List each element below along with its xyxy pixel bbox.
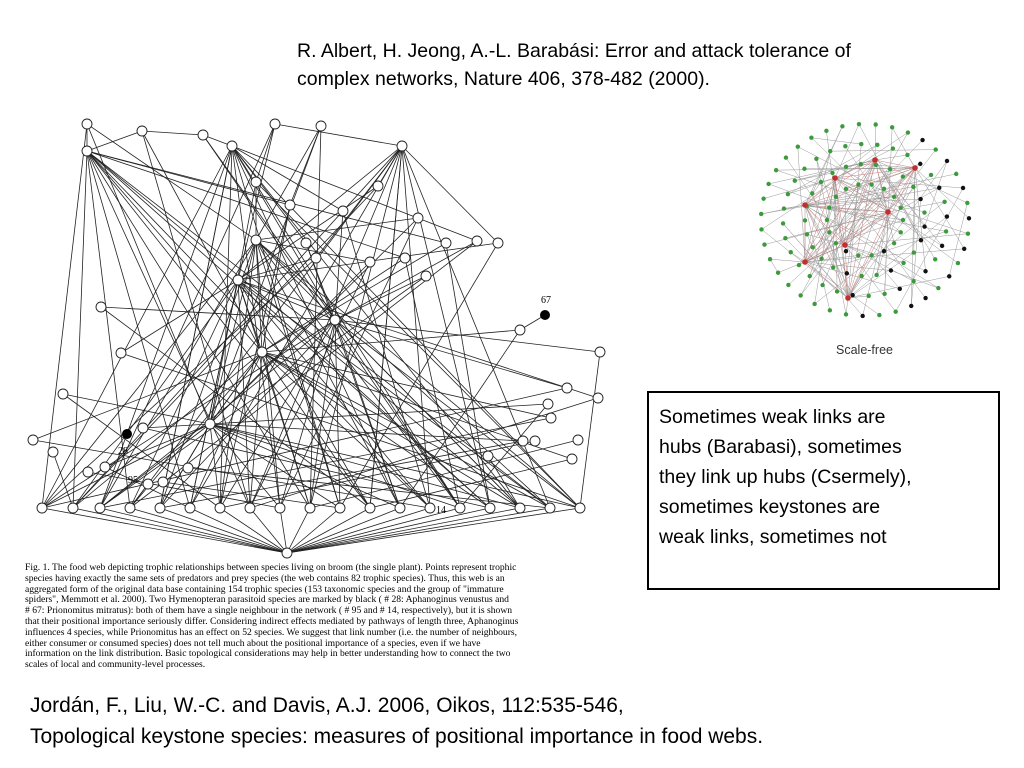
sf-node	[940, 244, 944, 248]
web-link	[100, 424, 210, 508]
web-node	[251, 235, 261, 245]
food-web-nodes	[28, 119, 605, 558]
web-node	[421, 271, 431, 281]
top-reference-line-1: R. Albert, H. Jeong, A.-L. Barabási: Error and attack tolerance of	[297, 40, 851, 62]
sf-node	[805, 232, 809, 236]
web-node	[400, 253, 410, 263]
sf-node	[859, 274, 863, 278]
sf-node	[882, 292, 886, 296]
web-link	[63, 394, 210, 424]
sf-hub-node	[885, 209, 891, 215]
sf-node	[882, 187, 886, 191]
web-link	[101, 307, 335, 320]
bottom-reference-line-1: Jordán, F., Liu, W.-C. and Davis, A.J. 2006, Oikos, 112:535-546,	[30, 694, 624, 717]
sf-node	[874, 163, 878, 167]
web-node	[441, 238, 451, 248]
caption-line: either consumer or consumed species) does not tell much about the positional importance of a species, even if we have	[25, 637, 481, 649]
sf-node	[888, 167, 892, 171]
sf-node	[768, 257, 772, 261]
web-link	[256, 126, 321, 240]
web-node	[413, 213, 423, 223]
sf-node	[831, 265, 835, 269]
sf-node	[890, 125, 894, 129]
sf-node	[857, 122, 861, 126]
sf-node	[923, 296, 927, 300]
sf-node	[912, 250, 916, 254]
sf-node	[961, 186, 965, 190]
web-node	[205, 419, 215, 429]
web-node	[82, 119, 92, 129]
sf-node	[918, 197, 922, 201]
web-link	[142, 131, 262, 352]
sf-node	[766, 182, 770, 186]
sf-node	[891, 146, 895, 150]
node-label-28: 28	[118, 446, 128, 457]
sf-node	[918, 162, 922, 166]
sf-node	[827, 230, 831, 234]
web-node	[270, 119, 280, 129]
web-link	[262, 352, 490, 508]
commentary-line-2: hubs (Barabasi), sometimes	[659, 436, 902, 458]
web-link	[402, 146, 498, 243]
web-node	[48, 447, 58, 457]
sf-node	[844, 187, 848, 191]
sf-hub-node	[802, 259, 808, 265]
sf-node	[845, 271, 849, 275]
food-web-figure	[20, 110, 620, 565]
sf-hub-node	[912, 165, 918, 171]
web-node	[543, 399, 553, 409]
web-link	[290, 126, 321, 205]
web-node	[28, 435, 38, 445]
web-node	[96, 302, 106, 312]
web-node	[100, 462, 110, 472]
sf-node	[784, 155, 788, 159]
web-link	[142, 131, 203, 135]
marked-node-28	[122, 429, 132, 439]
sf-node	[856, 253, 860, 257]
web-node	[575, 503, 585, 513]
web-node	[373, 181, 383, 191]
marked-node-67	[540, 310, 550, 320]
sf-node	[966, 232, 970, 236]
web-link	[53, 452, 73, 508]
sf-node	[869, 182, 873, 186]
sf-node	[936, 286, 940, 290]
sf-node	[875, 143, 879, 147]
sf-node	[962, 247, 966, 251]
sf-node	[809, 136, 813, 140]
web-link	[335, 320, 600, 352]
web-link	[160, 146, 232, 508]
sf-hub-node	[832, 175, 838, 181]
sf-node	[814, 157, 818, 161]
sf-node	[899, 230, 903, 234]
web-node	[595, 347, 605, 357]
bottom-reference-line-2: Topological keystone species: measures of positional importance in food webs.	[30, 725, 764, 748]
caption-line: aggregated form of the original data base containing 154 trophic species (153 taxonomic species and the group of "immature	[25, 583, 504, 595]
web-link	[316, 146, 402, 258]
web-node	[518, 436, 528, 446]
sf-node	[810, 245, 814, 249]
sf-node	[810, 191, 814, 195]
web-node	[116, 348, 126, 358]
web-node	[83, 467, 93, 477]
sf-node	[782, 206, 786, 210]
node-label-95: 95	[128, 475, 138, 486]
sf-link	[770, 259, 778, 273]
web-node	[455, 503, 465, 513]
sf-node	[869, 253, 873, 257]
web-link	[287, 508, 430, 553]
web-node	[546, 413, 556, 423]
sf-node	[920, 138, 924, 142]
sf-link	[892, 127, 915, 168]
sf-node	[937, 186, 941, 190]
sf-node	[819, 180, 823, 184]
sf-link	[764, 178, 835, 199]
web-node	[198, 130, 208, 140]
web-link	[262, 352, 551, 418]
web-link	[287, 508, 490, 553]
sf-link	[875, 125, 876, 160]
web-node	[257, 347, 267, 357]
sf-node	[965, 201, 969, 205]
sf-node	[819, 256, 823, 260]
web-link	[488, 456, 520, 508]
sf-node	[942, 200, 946, 204]
sf-node	[923, 269, 927, 273]
figure-caption	[25, 563, 603, 671]
sf-node	[803, 218, 807, 222]
sf-node	[827, 205, 831, 209]
sf-hub-node	[872, 157, 878, 163]
web-link	[370, 146, 402, 508]
caption-line: species having exactly the same sets of predators and prey species (the web contains 82 trophic species). Thus, this web is an	[25, 572, 505, 584]
sf-node	[892, 241, 896, 245]
node-label-67: 67	[541, 295, 551, 306]
web-node	[365, 503, 375, 513]
sf-node	[796, 145, 800, 149]
web-link	[335, 276, 426, 320]
sf-node	[911, 185, 915, 189]
sf-node	[835, 289, 839, 293]
web-node	[567, 454, 577, 464]
caption-line: Fig. 1. The food web depicting trophic relationships between species living on broom (the single plant). Points represent trophic	[25, 562, 517, 573]
web-link	[262, 258, 405, 352]
sf-link	[845, 234, 968, 245]
sf-hub-link	[875, 160, 888, 212]
web-link	[87, 151, 370, 508]
web-link	[42, 508, 287, 553]
caption-line: spiders", Memmott et al. 2000). Two Hymenopteran parasitoid species are marked by black ( # 28: Aphanoginus venustus and	[25, 594, 509, 606]
web-link	[378, 146, 402, 186]
top-reference	[297, 37, 997, 93]
sf-node	[828, 149, 832, 153]
sf-node	[892, 195, 896, 199]
sf-node	[844, 165, 848, 169]
sf-node	[762, 242, 766, 246]
web-link	[121, 353, 580, 508]
sf-node	[783, 236, 787, 240]
web-node	[68, 503, 78, 513]
sf-node	[922, 210, 926, 214]
web-node	[37, 503, 47, 513]
sf-node	[824, 129, 828, 133]
sf-node	[786, 192, 790, 196]
sf-node	[929, 173, 933, 177]
sf-node	[901, 174, 905, 178]
web-node	[365, 257, 375, 267]
sf-link	[888, 212, 958, 263]
sf-node	[898, 287, 902, 291]
web-node	[185, 503, 195, 513]
sf-node	[901, 261, 905, 265]
sf-node	[944, 229, 948, 233]
sf-node	[834, 195, 838, 199]
web-node	[335, 503, 345, 513]
sf-hub-link	[805, 262, 848, 298]
sf-node	[828, 308, 832, 312]
web-link	[220, 205, 290, 508]
web-link	[100, 508, 287, 553]
sf-node	[859, 162, 863, 166]
web-node	[593, 393, 603, 403]
web-link	[73, 186, 378, 508]
sf-node	[850, 293, 854, 297]
sf-node	[759, 227, 763, 231]
sf-node	[922, 224, 926, 228]
web-node	[483, 451, 493, 461]
web-root-node	[282, 548, 292, 558]
web-link	[130, 508, 287, 553]
web-node	[143, 479, 153, 489]
sf-node	[874, 122, 878, 126]
sf-node	[874, 273, 878, 277]
sf-node	[945, 214, 949, 218]
sf-link	[845, 189, 846, 245]
sf-node	[808, 274, 812, 278]
caption-line: information on the link distribution. Basic topological considerations may help in better understanding how to connect the two	[25, 648, 511, 660]
caption-line: influences 4 species, while Prionomitus has an effect on 52 species. We suggest that link number (i.e. the number of neighbours,	[25, 626, 518, 638]
web-node	[397, 141, 407, 151]
sf-node	[909, 304, 913, 308]
sf-node	[812, 302, 816, 306]
top-reference-line-2: complex networks, Nature 406, 378-482 (2000).	[297, 68, 710, 90]
web-node	[58, 389, 68, 399]
sf-node	[859, 142, 863, 146]
caption-line: that their positional importance seriously differ. Considering indirect effects mediated by pathways of length three, Aphanoginus	[25, 615, 519, 627]
sf-node	[901, 218, 905, 222]
sf-node	[967, 216, 971, 220]
sf-hub-link	[848, 212, 888, 298]
sf-hub-node	[845, 295, 851, 301]
web-node	[338, 206, 348, 216]
web-link	[287, 508, 310, 553]
sf-link	[807, 206, 926, 271]
web-node	[316, 121, 326, 131]
web-link	[130, 280, 238, 508]
sf-node	[856, 182, 860, 186]
web-node	[95, 503, 105, 513]
web-node	[562, 383, 572, 393]
commentary-line-3: they link up hubs (Csermely),	[659, 466, 912, 488]
web-node	[311, 253, 321, 263]
sf-node	[789, 250, 793, 254]
sf-node	[774, 168, 778, 172]
sf-node	[797, 263, 801, 267]
sf-hub-node	[842, 242, 848, 248]
sf-node	[947, 274, 951, 278]
commentary-box	[647, 391, 1000, 590]
sf-node	[906, 130, 910, 134]
node-label-14: 14	[436, 505, 446, 516]
web-node	[425, 503, 435, 513]
scale-free-label: Scale-free	[836, 343, 893, 357]
scale-free-network-figure	[755, 112, 975, 362]
web-node	[275, 503, 285, 513]
commentary-line-1: Sometimes weak links are	[659, 406, 886, 428]
web-node	[573, 435, 583, 445]
sf-node	[793, 178, 797, 182]
web-node	[155, 503, 165, 513]
sf-node	[825, 218, 829, 222]
web-link	[256, 124, 275, 182]
sf-node	[956, 261, 960, 265]
web-node	[137, 126, 147, 136]
web-node	[227, 141, 237, 151]
sf-node	[786, 283, 790, 287]
web-link	[287, 508, 550, 553]
sf-node	[894, 310, 898, 314]
sf-node	[905, 153, 909, 157]
web-node	[245, 503, 255, 513]
web-node	[493, 238, 503, 248]
sf-node	[954, 172, 958, 176]
web-node	[305, 503, 315, 513]
web-node	[301, 238, 311, 248]
sf-node	[933, 257, 937, 261]
sf-node	[934, 147, 938, 151]
sf-node	[945, 159, 949, 163]
web-node	[215, 503, 225, 513]
bottom-reference	[30, 690, 1010, 752]
web-node	[125, 503, 135, 513]
web-link	[580, 352, 600, 508]
sf-node	[911, 279, 915, 283]
caption-line: scales of local and community-level processes.	[25, 659, 206, 671]
web-node	[395, 503, 405, 513]
web-node	[472, 236, 482, 246]
web-node	[233, 275, 243, 285]
sf-node	[877, 313, 881, 317]
web-node	[330, 315, 340, 325]
web-link	[87, 131, 142, 151]
web-link	[287, 508, 520, 553]
web-node	[158, 477, 168, 487]
sf-node	[844, 249, 848, 253]
web-link	[275, 124, 402, 146]
sf-node	[899, 205, 903, 209]
web-link	[287, 508, 400, 553]
sf-node	[860, 314, 864, 318]
sf-node	[802, 167, 806, 171]
web-link	[63, 394, 220, 508]
sf-link	[830, 150, 935, 152]
web-node	[251, 177, 261, 187]
web-node	[82, 146, 92, 156]
sf-node	[840, 124, 844, 128]
sf-hub-node	[802, 202, 808, 208]
sf-node	[830, 171, 834, 175]
web-node	[485, 503, 495, 513]
web-node	[545, 503, 555, 513]
sf-link	[949, 203, 967, 276]
sf-node	[834, 241, 838, 245]
sf-node	[759, 212, 763, 216]
web-link	[190, 508, 287, 553]
sf-node	[761, 196, 765, 200]
sf-node	[843, 144, 847, 148]
sf-node	[882, 249, 886, 253]
sf-node	[781, 221, 785, 225]
caption-line: # 67: Prionomitus mitratus): both of them have a single neighbour in the network ( # 95 and # 14, respectively), but it is shown	[25, 605, 513, 617]
sf-node	[844, 312, 848, 316]
sf-node	[889, 268, 893, 272]
web-node	[530, 436, 540, 446]
sf-node	[776, 271, 780, 275]
sf-link	[875, 155, 907, 160]
sf-node	[820, 283, 824, 287]
web-node	[183, 463, 193, 473]
sf-node	[919, 238, 923, 242]
web-node	[138, 423, 148, 433]
web-node	[515, 325, 525, 335]
food-web-links	[33, 124, 600, 553]
web-link	[210, 424, 523, 441]
commentary-line-4: sometimes keystones are	[659, 496, 881, 518]
sf-node	[798, 293, 802, 297]
web-node	[515, 503, 525, 513]
web-link	[87, 151, 446, 243]
sf-link	[762, 133, 908, 230]
commentary-line-5: weak links, sometimes not	[659, 526, 887, 548]
web-node	[285, 200, 295, 210]
sf-node	[867, 294, 871, 298]
